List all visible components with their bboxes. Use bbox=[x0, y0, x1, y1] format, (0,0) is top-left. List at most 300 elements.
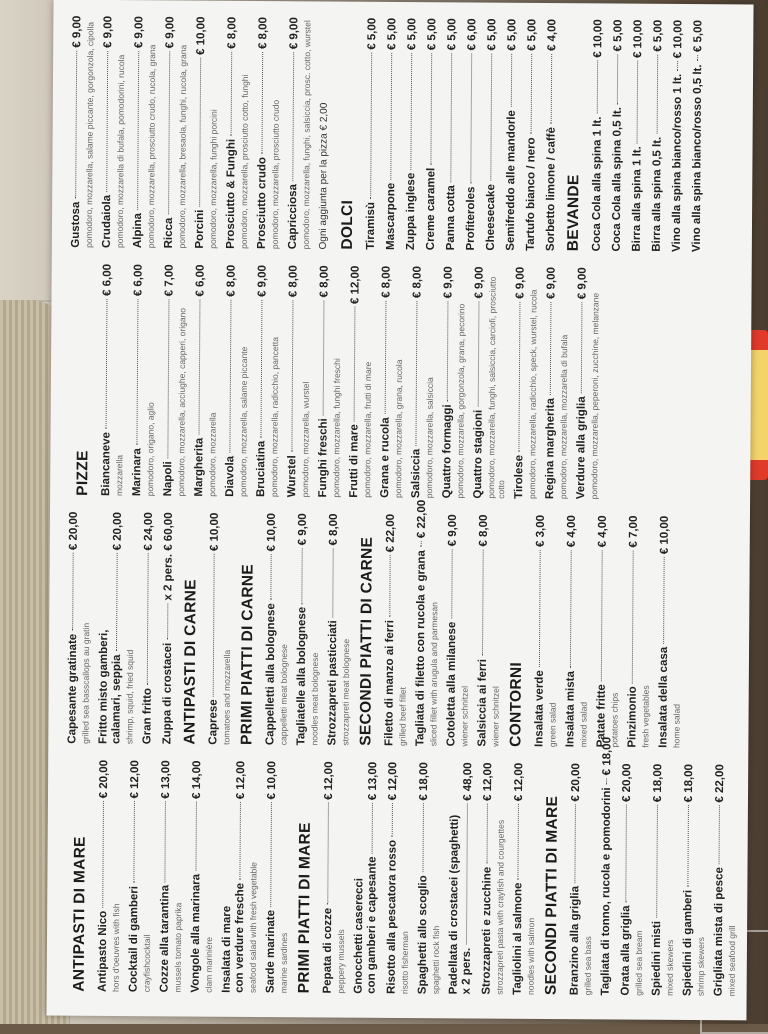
menu-item bbox=[569, 763, 595, 995]
dot-leader bbox=[551, 54, 552, 124]
menu-item-description: pomodoro, mozzarella, radicchio, speck, wurstel, rucola bbox=[527, 289, 539, 499]
menu-item bbox=[265, 761, 291, 993]
menu-item-name: Cappelletti alla bolognese bbox=[264, 603, 278, 746]
menu-item-price: € 10,00 bbox=[208, 512, 221, 552]
menu-item-name: Branzino alla griglia bbox=[568, 885, 582, 996]
menu-item-price: € 12,00 bbox=[322, 761, 336, 800]
dot-leader bbox=[261, 52, 263, 154]
menu-item-price: € 22,00 bbox=[713, 764, 727, 803]
menu-item bbox=[97, 760, 123, 992]
menu-item-price: € 9,00 bbox=[256, 264, 269, 298]
dot-leader bbox=[677, 61, 678, 71]
menu-item-name: Gran fritto bbox=[141, 687, 154, 745]
menu-item-row bbox=[317, 265, 332, 497]
menu-item bbox=[101, 16, 127, 248]
menu-item-row bbox=[461, 762, 476, 994]
dot-leader bbox=[601, 550, 603, 681]
menu-item-name: Regina margherita bbox=[544, 398, 557, 500]
menu-item-price: € 8,00 bbox=[380, 265, 393, 298]
menu-item-name: Capricciosa bbox=[286, 184, 300, 250]
dot-leader bbox=[632, 551, 634, 684]
menu-item-row bbox=[97, 760, 112, 992]
dot-leader bbox=[550, 302, 552, 395]
menu-item-name: Profiteroles bbox=[464, 186, 478, 251]
dot-leader bbox=[482, 550, 484, 656]
dot-leader bbox=[327, 803, 329, 905]
menu-item bbox=[97, 512, 136, 744]
menu-item-row bbox=[445, 514, 460, 746]
menu-item-price: € 48,00 bbox=[461, 762, 475, 801]
dot-leader bbox=[239, 802, 241, 880]
menu-item-name: Tagliatelle alla bolognese bbox=[295, 606, 309, 746]
menu-item bbox=[353, 762, 381, 994]
menu-item-description: pomodoro, mozzarella, funghi, salsiccia, prosc. cotto, wurstel bbox=[300, 20, 313, 250]
menu-item-price: € 13,00 bbox=[159, 760, 173, 799]
menu-item-name: Prosciutto crudo bbox=[255, 156, 269, 250]
menu-item-row bbox=[525, 19, 540, 251]
menu-item-row bbox=[255, 265, 270, 497]
menu-item-name: Marinara bbox=[131, 448, 144, 497]
menu-item-price: € 22,00 bbox=[384, 513, 397, 553]
menu-item-description: fresh vegetables bbox=[640, 685, 651, 748]
menu-item-row bbox=[620, 764, 635, 996]
menu-item-row bbox=[70, 16, 85, 248]
menu-item-name: Funghi freschi bbox=[317, 418, 330, 498]
menu-item-description: pomodoro, mozzarella, gorgonzola, grana, pecorino bbox=[455, 303, 467, 499]
menu-sheet bbox=[46, 0, 753, 1020]
menu-item-price: € 7,00 bbox=[627, 515, 640, 548]
menu-item-row bbox=[66, 512, 81, 744]
menu-item-description: strozzapreti pasta with crayfish and courgettes bbox=[494, 819, 506, 995]
menu-item-name: Birra alla spina 1 lt. bbox=[630, 146, 644, 252]
menu-item-name: Crudaiola bbox=[100, 194, 114, 248]
menu-item-row bbox=[671, 20, 686, 252]
menu-item-name: Tagliata di filetto con rucola e grana bbox=[414, 550, 428, 747]
menu-item-description: shrimp, squid, fried squid bbox=[124, 649, 136, 745]
menu-item-price: € 20,00 bbox=[97, 759, 111, 799]
menu-column-4 bbox=[70, 16, 713, 252]
menu-item-description: pomodoro, mozzarella, funghi, salsiccia, carciofi, prosciutto cotto bbox=[486, 276, 507, 499]
menu-item-name: Tartufo bianco / nero bbox=[524, 137, 538, 251]
menu-column-2 bbox=[66, 499, 690, 748]
menu-item-name: Quattro stagioni bbox=[472, 409, 485, 499]
dot-leader bbox=[332, 549, 333, 618]
menu-item-price: € 6,00 bbox=[194, 264, 207, 297]
dot-leader bbox=[385, 301, 387, 414]
menu-item-name: Strozzapreti e zucchine bbox=[480, 866, 494, 995]
menu-item bbox=[448, 762, 476, 994]
menu-item-name: Coca Cola alla spina 0,5 lt. bbox=[610, 107, 624, 252]
menu-item-price: € 8,00 bbox=[225, 264, 238, 297]
menu-item bbox=[414, 499, 440, 747]
menu-item-row bbox=[512, 763, 527, 995]
dot-leader bbox=[106, 299, 108, 429]
menu-item-description: pomodoro, mozzarella, prosciutto cotto, funghi bbox=[238, 74, 251, 249]
menu-item-price: € 6,00 bbox=[466, 18, 479, 51]
menu-item-description: risotto fisherman bbox=[399, 931, 411, 995]
menu-item-price: € 12,00 bbox=[128, 760, 142, 799]
section-title: DOLCI bbox=[338, 199, 357, 250]
menu-item-row bbox=[513, 267, 528, 499]
menu-item-name: Napoli bbox=[162, 461, 175, 497]
menu-item-row bbox=[224, 265, 239, 497]
menu-item-description: pomodoro, mozzarella, peperoni, zucchine, melanzane bbox=[589, 292, 601, 500]
menu-item-price: € 12,00 bbox=[512, 762, 526, 802]
dot-leader bbox=[531, 54, 533, 135]
dot-leader bbox=[415, 301, 417, 446]
menu-item bbox=[225, 17, 251, 249]
menu-item-description: shrimp skewers bbox=[695, 937, 707, 997]
menu-item-row bbox=[575, 267, 590, 499]
menu-item-description: pomodoro, mozzarella, acciughe, capperi, origano bbox=[176, 307, 188, 497]
menu-item-description: strozzapreti meat bolognese bbox=[340, 638, 352, 746]
menu-item-description: spaghetti rock fish bbox=[430, 925, 442, 995]
menu-item-description: grilled beef fillet bbox=[397, 686, 408, 747]
menu-item-description: tomatoes and mozzarella bbox=[221, 649, 233, 745]
dot-leader bbox=[270, 554, 271, 600]
menu-item bbox=[525, 19, 540, 251]
menu-content bbox=[46, 0, 753, 1020]
dot-leader bbox=[261, 300, 263, 438]
menu-item-row bbox=[564, 515, 579, 747]
menu-item-row bbox=[383, 514, 398, 746]
menu-item bbox=[132, 16, 158, 248]
dot-leader bbox=[390, 53, 392, 180]
dot-leader bbox=[213, 554, 215, 696]
menu-item-price: € 4,00 bbox=[565, 515, 578, 548]
menu-item-name: Zuppa di crostacei bbox=[161, 642, 175, 745]
menu-item-price: € 10,00 bbox=[265, 761, 279, 800]
menu-item-description: mixed seafood grill bbox=[726, 925, 738, 997]
menu-item-price: € 10,00 bbox=[195, 16, 208, 56]
menu-item-price: € 5,00 bbox=[526, 18, 539, 51]
dot-leader bbox=[168, 51, 170, 214]
menu-item-price: € 3,00 bbox=[534, 514, 547, 548]
menu-item-price: € 9,00 bbox=[514, 266, 527, 299]
menu-item-row bbox=[481, 763, 496, 995]
dot-leader bbox=[147, 554, 149, 685]
menu-item-price: € 5,00 bbox=[612, 19, 625, 52]
menu-item-name: Wurstel bbox=[286, 455, 299, 498]
menu-item bbox=[564, 515, 590, 747]
dot-leader bbox=[450, 53, 452, 182]
menu-item-price: € 9,00 bbox=[296, 513, 309, 546]
menu-item-name: Insalata verde bbox=[533, 670, 546, 748]
menu-item bbox=[472, 267, 508, 499]
menu-item-row bbox=[405, 18, 420, 250]
menu-item bbox=[322, 761, 348, 993]
menu-item-row bbox=[545, 19, 560, 251]
menu-item bbox=[100, 264, 126, 496]
section-title: PRIMI PIATTI DI MARE bbox=[295, 822, 314, 994]
dot-leader bbox=[606, 778, 607, 784]
menu-item-price: € 13,00 bbox=[366, 761, 380, 801]
menu-item-name: Tagliolini al salmone bbox=[511, 882, 525, 995]
menu-item-row bbox=[348, 266, 363, 498]
menu-item-row bbox=[365, 18, 380, 250]
menu-item bbox=[713, 764, 739, 996]
menu-item-row bbox=[162, 264, 177, 496]
menu-item bbox=[417, 762, 443, 994]
menu-item-description: mozzarella bbox=[114, 454, 125, 497]
section-title: SECONDI PIATTI DI MARE bbox=[542, 795, 562, 996]
menu-item-row bbox=[379, 266, 394, 498]
menu-item-row bbox=[595, 515, 610, 747]
menu-item bbox=[365, 18, 380, 250]
dot-leader bbox=[167, 299, 169, 458]
dot-leader bbox=[199, 300, 201, 435]
dot-leader bbox=[697, 55, 698, 61]
menu-item bbox=[190, 761, 216, 993]
menu-item-description: pomodoro, mozzarella, prosciutto crudo bbox=[269, 99, 281, 250]
menu-item bbox=[682, 764, 708, 996]
menu-item-price: € 8,00 bbox=[287, 265, 300, 298]
menu-item-row bbox=[631, 20, 646, 252]
menu-item-row bbox=[651, 764, 666, 996]
menu-item-name: Fritto misto gamberi, bbox=[97, 629, 111, 744]
menu-item bbox=[512, 763, 538, 995]
menu-item-row bbox=[131, 264, 146, 496]
menu-item bbox=[379, 266, 405, 498]
menu-item bbox=[131, 264, 157, 496]
menu-item-price: € 5,00 bbox=[406, 18, 419, 51]
menu-item-name: Tagliata di tonno, rucola e pomodorini bbox=[599, 787, 614, 996]
menu-item-row bbox=[190, 761, 205, 993]
menu-item-name: Tirolese bbox=[513, 454, 526, 499]
menu-item-name: Patate fritte bbox=[595, 684, 608, 748]
menu-item-row bbox=[264, 513, 279, 745]
menu-item-price: € 5,00 bbox=[692, 20, 705, 53]
dot-leader bbox=[625, 805, 627, 903]
dot-leader bbox=[199, 58, 201, 207]
menu-item bbox=[70, 16, 96, 248]
menu-item bbox=[221, 761, 260, 993]
menu-item-description: hors d'oeuvres with fish bbox=[110, 903, 122, 993]
menu-item bbox=[141, 512, 156, 744]
dot-leader bbox=[451, 549, 452, 618]
dot-leader bbox=[487, 804, 488, 864]
menu-item-name: Margherita bbox=[193, 437, 206, 497]
section-title: ANTIPASTI DI CARNE bbox=[181, 579, 200, 745]
menu-item-name-line2: con gamberi e capesante bbox=[365, 856, 379, 994]
dot-leader bbox=[511, 54, 512, 107]
menu-item-price: € 5,00 bbox=[506, 18, 519, 51]
menu-item-price: € 8,00 bbox=[477, 514, 490, 547]
menu-item-row bbox=[476, 515, 491, 747]
menu-item bbox=[626, 516, 652, 748]
menu-item bbox=[545, 19, 560, 251]
dot-leader bbox=[570, 550, 572, 668]
menu-item-description: pomodoro, mozzarella, wurstel bbox=[300, 381, 311, 498]
menu-item-price: € 18,00 bbox=[651, 763, 665, 803]
menu-item bbox=[485, 19, 500, 251]
dot-leader bbox=[354, 307, 356, 421]
menu-item-description: pomodoro, mozzarella, salame piccante bbox=[238, 346, 250, 497]
menu-item-name: Grana e rucola bbox=[379, 417, 392, 498]
dot-leader bbox=[231, 52, 233, 136]
dot-leader bbox=[372, 803, 373, 853]
menu-item-price: € 20,00 bbox=[569, 763, 583, 802]
menu-item bbox=[620, 764, 646, 996]
menu-item bbox=[631, 20, 646, 252]
dot-leader bbox=[116, 553, 118, 651]
dot-leader bbox=[75, 51, 77, 199]
menu-item-price: € 8,00 bbox=[318, 265, 331, 298]
menu-item-name: Cotoletta alla milanese bbox=[445, 621, 459, 747]
menu-item bbox=[651, 20, 666, 252]
dot-leader bbox=[490, 54, 492, 182]
dot-leader bbox=[167, 604, 168, 640]
menu-item-price: € 10,00 bbox=[672, 19, 685, 59]
menu-item-name: Alpina bbox=[131, 212, 145, 249]
menu-item-description: pomodoro, origano, aglio bbox=[145, 402, 156, 497]
menu-item-row bbox=[193, 265, 208, 497]
dot-leader bbox=[617, 54, 618, 104]
menu-item-name: Filetto di manzo ai ferri bbox=[383, 620, 397, 746]
menu-item-description: wiener schnitzel bbox=[490, 686, 501, 747]
dot-leader bbox=[323, 300, 325, 415]
menu-note: Ogni aggiunta per la pizza € 2,00 bbox=[317, 102, 330, 250]
dot-leader bbox=[229, 300, 231, 453]
dot-leader bbox=[133, 802, 135, 884]
menu-item-price: € 10,00 bbox=[592, 19, 605, 58]
menu-item-name-line2: calamari, seppia bbox=[110, 654, 123, 745]
menu-item-row bbox=[682, 764, 697, 996]
menu-item-row bbox=[410, 266, 425, 498]
menu-item-name-line2: x 2 pers. bbox=[460, 947, 473, 995]
menu-item-row bbox=[533, 515, 548, 747]
menu-item bbox=[163, 16, 189, 248]
dot-leader bbox=[195, 802, 196, 871]
menu-item bbox=[128, 760, 154, 992]
menu-item-price: € 9,00 bbox=[545, 267, 558, 300]
menu-item-price: € 9,00 bbox=[102, 15, 115, 48]
menu-item-name: Semifreddo alle mandorle bbox=[504, 110, 518, 251]
menu-item-price: € 9,00 bbox=[71, 15, 84, 48]
menu-item-price: € 5,00 bbox=[486, 18, 499, 51]
menu-item-description: pomodoro, mozzarella, bresaola, funghi, rucola, grana bbox=[176, 44, 189, 249]
dot-leader bbox=[422, 804, 423, 873]
menu-item bbox=[326, 513, 352, 745]
dot-leader bbox=[466, 804, 468, 945]
menu-item bbox=[599, 736, 615, 996]
menu-item-price: € 20,00 bbox=[111, 511, 124, 551]
dot-leader bbox=[539, 550, 541, 667]
menu-item-row bbox=[599, 736, 615, 996]
menu-item bbox=[161, 512, 176, 744]
menu-item bbox=[66, 512, 92, 744]
menu-item bbox=[162, 264, 188, 496]
dot-leader bbox=[164, 802, 166, 882]
menu-item bbox=[317, 265, 343, 497]
section-title: SECONDI PIATTI DI CARNE bbox=[357, 536, 376, 746]
menu-item-price: € 5,00 bbox=[366, 17, 379, 50]
menu-item-price: € 12,00 bbox=[234, 760, 248, 800]
menu-item-name: Strozzapreti pasticciati bbox=[326, 620, 340, 746]
menu-item-row bbox=[366, 762, 381, 994]
menu-item-price: € 8,00 bbox=[257, 16, 270, 50]
dot-leader bbox=[663, 557, 665, 644]
menu-item-description: home salad bbox=[671, 703, 682, 748]
menu-item-row bbox=[128, 760, 143, 992]
menu-item-price: € 5,00 bbox=[386, 17, 399, 50]
dot-leader bbox=[392, 803, 393, 837]
menu-item-row bbox=[713, 764, 728, 996]
menu-item-description: clam marinière bbox=[203, 936, 215, 993]
dot-leader bbox=[292, 52, 294, 181]
menu-item-price: x 2 pers. € 60,00 bbox=[162, 512, 175, 601]
dot-leader bbox=[470, 53, 472, 183]
menu-column-1 bbox=[65, 736, 746, 997]
dot-leader bbox=[270, 802, 272, 907]
menu-item-description: pomodoro, mozzarella, funghi freschi bbox=[331, 358, 343, 498]
dot-leader bbox=[687, 805, 689, 887]
dot-leader bbox=[106, 51, 108, 192]
menu-item-description: marine sardines bbox=[278, 932, 290, 994]
menu-item-row bbox=[194, 17, 209, 249]
menu-item-name: Quattro formaggi bbox=[441, 404, 454, 499]
menu-item bbox=[505, 19, 520, 251]
menu-item-row bbox=[101, 16, 116, 248]
menu-item bbox=[611, 19, 626, 251]
menu-item-description: pomodoro, mozzarella, mozzarella di bufala bbox=[558, 334, 570, 500]
menu-item-row bbox=[441, 266, 456, 498]
menu-item-row bbox=[265, 761, 280, 993]
menu-item-name: Porcini bbox=[193, 209, 207, 249]
menu-item bbox=[595, 515, 621, 747]
menu-item bbox=[481, 763, 507, 995]
menu-item-name: Insalata di mare bbox=[220, 905, 234, 993]
menu-item-row bbox=[132, 16, 147, 248]
menu-item bbox=[575, 267, 601, 499]
menu-item-name: Insalata mista bbox=[564, 671, 577, 748]
menu-item-row bbox=[414, 499, 429, 747]
section-title: CONTORNI bbox=[507, 661, 525, 747]
menu-item-price: € 12,00 bbox=[386, 761, 400, 801]
section-title: ANTIPASTI DI MARE bbox=[70, 836, 89, 992]
menu-item-price: € 9,00 bbox=[442, 266, 455, 299]
menu-item-description: noodles with salmon bbox=[525, 917, 537, 995]
menu-item-name: Frutti di mare bbox=[348, 424, 361, 498]
menu-item bbox=[385, 18, 400, 250]
dot-leader bbox=[137, 51, 139, 210]
dot-leader bbox=[370, 53, 372, 199]
menu-item-price: € 6,00 bbox=[132, 264, 145, 297]
menu-item-description: potatoes chips bbox=[609, 692, 620, 748]
menu-item-row bbox=[445, 18, 460, 250]
menu-item-row bbox=[611, 19, 626, 251]
menu-item-description: pomodoro, mozzarella, salsiccia bbox=[424, 377, 435, 499]
dot-leader bbox=[581, 302, 583, 393]
menu-item-description: pomodoro, mozzarella, salame piccante, gorgonzola, cipolla bbox=[83, 21, 96, 248]
menu-item bbox=[544, 267, 570, 499]
menu-item-row bbox=[657, 516, 672, 748]
dot-leader bbox=[410, 53, 412, 170]
menu-item-price: € 24,00 bbox=[142, 512, 155, 551]
menu-item-row bbox=[207, 513, 222, 745]
menu-item bbox=[405, 18, 420, 250]
menu-item bbox=[671, 20, 686, 252]
menu-item-row bbox=[505, 19, 520, 251]
menu-item-name: Vongole alla marinara bbox=[189, 873, 203, 993]
dot-leader bbox=[517, 804, 519, 879]
menu-item-row bbox=[161, 512, 176, 744]
menu-item bbox=[533, 515, 559, 747]
menu-item-description: mussels tomato paprika bbox=[172, 902, 184, 993]
menu-item-description: seafood salad with fresh vegetable bbox=[247, 862, 259, 994]
menu-item bbox=[286, 265, 312, 497]
menu-item-row bbox=[286, 265, 301, 497]
